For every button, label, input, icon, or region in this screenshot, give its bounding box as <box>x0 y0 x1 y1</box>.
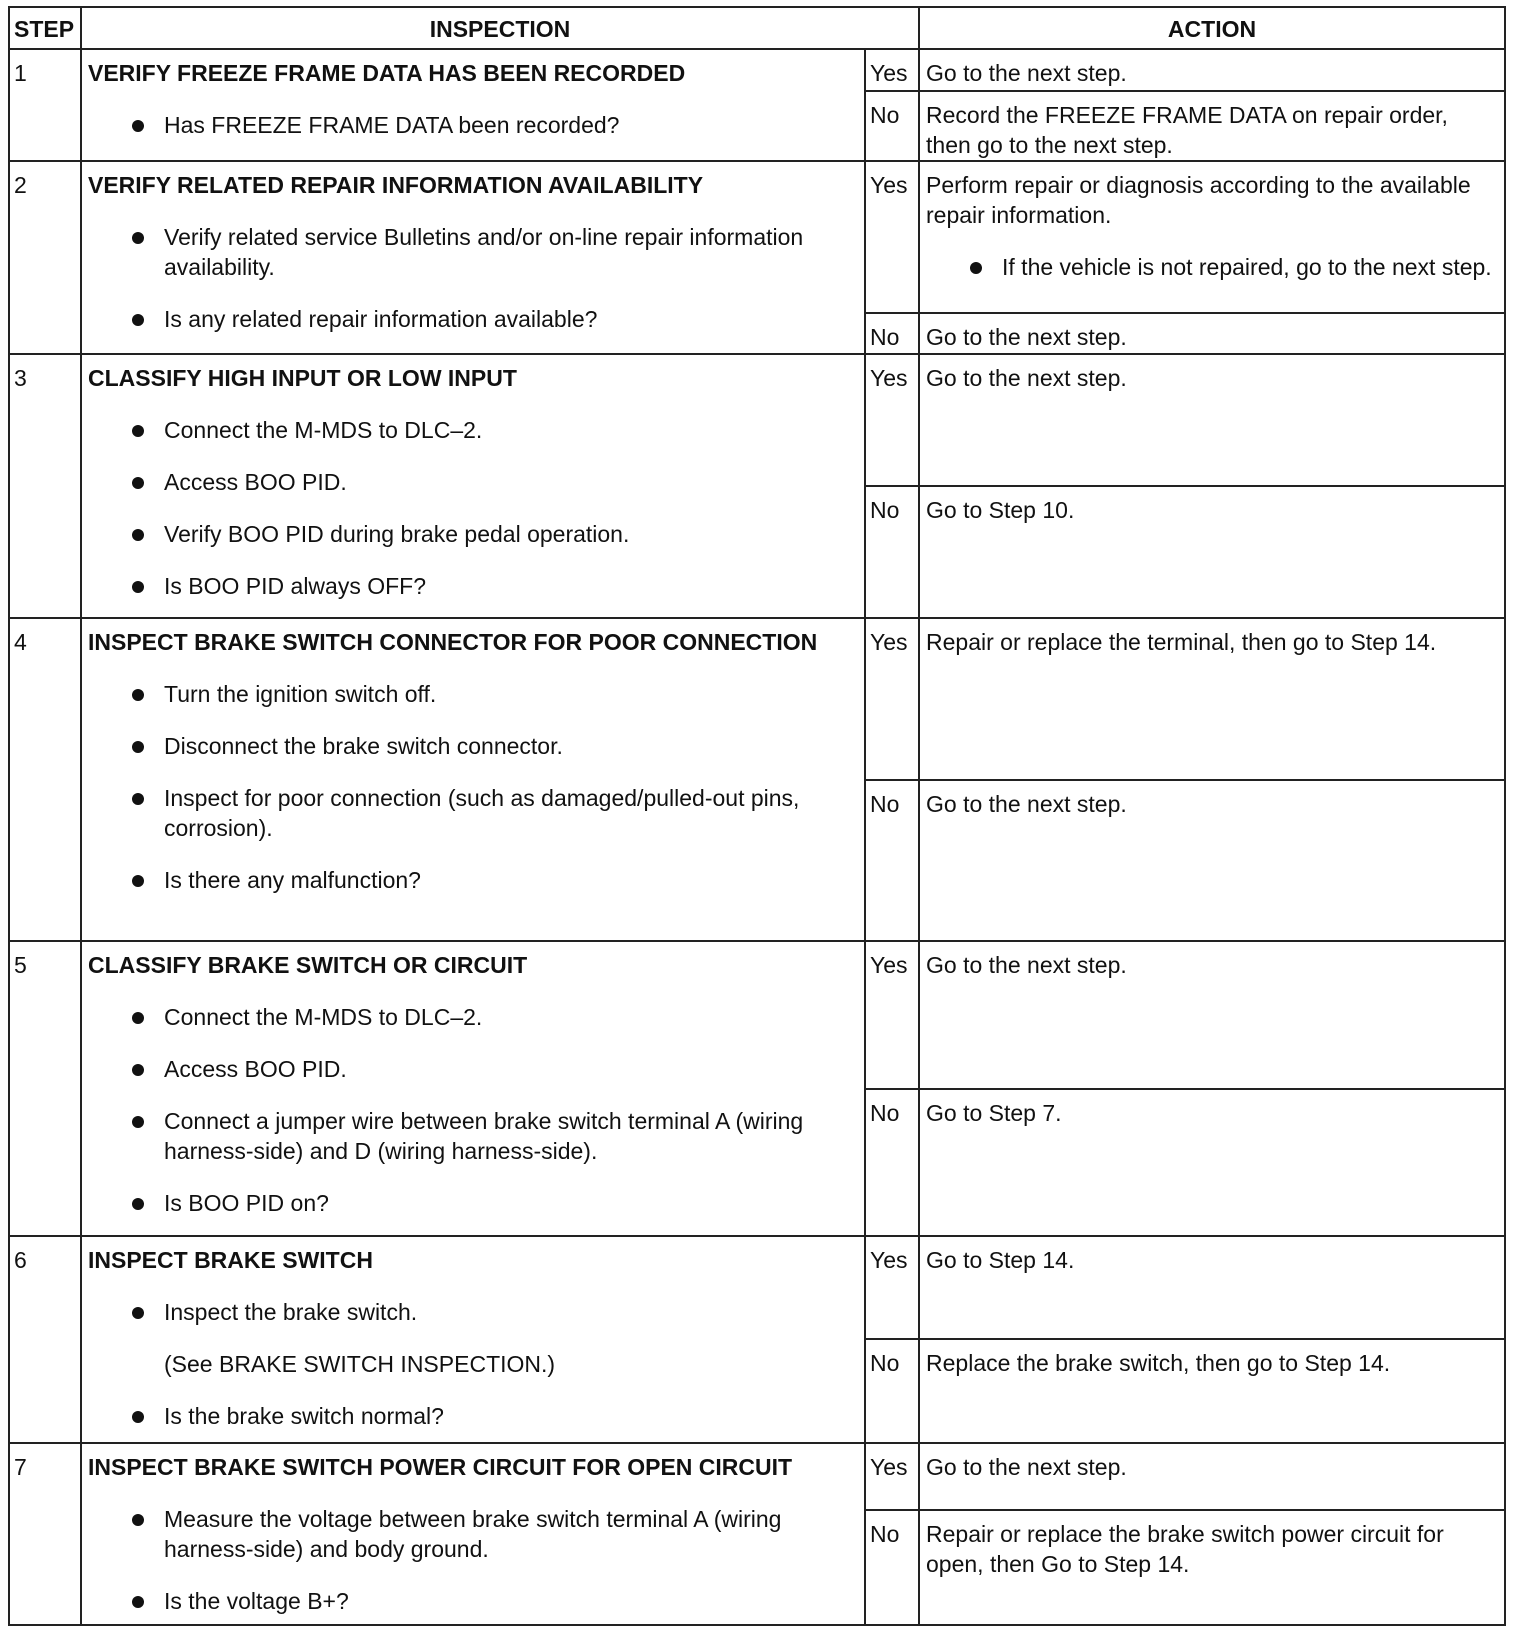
yes-label: Yes <box>865 941 919 1089</box>
no-label: No <box>865 1510 919 1625</box>
no-label: No <box>865 1339 919 1443</box>
no-action: Go to Step 10. <box>919 486 1505 618</box>
inspection-item: Is any related repair information available? <box>88 304 858 334</box>
yes-action-subitem: If the vehicle is not repaired, go to the next step. <box>926 252 1498 282</box>
inspection-item: Verify BOO PID during brake pedal operation. <box>88 519 858 549</box>
yes-action: Repair or replace the terminal, then go to Step 14. <box>919 618 1505 780</box>
step-number: 2 <box>9 161 81 354</box>
inspection-item: Connect the M-MDS to DLC–2. <box>88 415 858 445</box>
inspection-item: Is there any malfunction? <box>88 865 858 895</box>
inspection-cell <box>81 1443 865 1625</box>
no-action: Record the FREEZE FRAME DATA on repair order, then go to the next step. <box>919 91 1505 161</box>
table-row <box>9 49 1505 90</box>
inspection-item: Turn the ignition switch off. <box>88 679 858 709</box>
step-title: INSPECT BRAKE SWITCH CONNECTOR FOR POOR CONNECTION <box>88 628 818 655</box>
inspection-cell <box>81 354 865 618</box>
yes-action: Go to the next step. <box>919 941 1505 1089</box>
inspection-cell <box>81 941 865 1236</box>
yes-label: Yes <box>865 1236 919 1340</box>
yes-label: Yes <box>865 618 919 780</box>
inspection-item: Is the voltage B+? <box>88 1586 858 1616</box>
table-row <box>9 1236 1505 1340</box>
step-title: CLASSIFY BRAKE SWITCH OR CIRCUIT <box>88 951 528 978</box>
no-action: Replace the brake switch, then go to Step 14. <box>919 1339 1505 1443</box>
table-header-row <box>9 7 1505 49</box>
no-label: No <box>865 1089 919 1236</box>
step-title: INSPECT BRAKE SWITCH <box>88 1246 373 1273</box>
inspection-item: Is BOO PID on? <box>88 1188 858 1218</box>
yes-label: Yes <box>865 161 919 313</box>
inspection-item: Access BOO PID. <box>88 1054 858 1084</box>
no-label: No <box>865 486 919 618</box>
table-row <box>9 941 1505 1089</box>
table-row <box>9 618 1505 780</box>
yes-action: Go to the next step. <box>919 354 1505 486</box>
inspection-item: Connect the M-MDS to DLC–2. <box>88 1002 858 1032</box>
no-action: Go to the next step. <box>919 313 1505 354</box>
inspection-item: Inspect the brake switch. <box>88 1297 858 1327</box>
inspection-item: Measure the voltage between brake switch terminal A (wiring harness-side) and body ground. <box>88 1504 858 1564</box>
table-row <box>9 354 1505 486</box>
reference-note: (See BRAKE SWITCH INSPECTION.) <box>164 1350 556 1377</box>
step-title: INSPECT BRAKE SWITCH POWER CIRCUIT FOR OPEN CIRCUIT <box>88 1453 793 1480</box>
header-step: STEP <box>9 7 81 49</box>
step-number: 1 <box>9 49 81 161</box>
no-label: No <box>865 313 919 354</box>
inspection-item: Has FREEZE FRAME DATA been recorded? <box>88 110 858 140</box>
inspection-cell <box>81 161 865 354</box>
no-label: No <box>865 91 919 161</box>
inspection-cell <box>81 1236 865 1443</box>
no-action: Go to the next step. <box>919 780 1505 941</box>
header-action: ACTION <box>919 7 1505 49</box>
yes-action: Go to Step 14. <box>919 1236 1505 1340</box>
inspection-item: Is the brake switch normal? <box>88 1401 858 1431</box>
inspection-cell <box>81 618 865 941</box>
step-title: VERIFY RELATED REPAIR INFORMATION AVAILABILITY <box>88 171 704 198</box>
no-action: Go to Step 7. <box>919 1089 1505 1236</box>
step-number: 6 <box>9 1236 81 1443</box>
header-inspection: INSPECTION <box>81 7 919 49</box>
yes-action-text: Perform repair or diagnosis according to the available repair information. <box>926 171 1471 228</box>
no-action: Repair or replace the brake switch power circuit for open, then Go to Step 14. <box>919 1510 1505 1625</box>
inspection-item: Connect a jumper wire between brake switch terminal A (wiring harness-side) and D (wiring harness-side). <box>88 1106 858 1166</box>
table-row <box>9 161 1505 313</box>
diagnostic-table <box>8 6 1506 1626</box>
step-number: 4 <box>9 618 81 941</box>
yes-action <box>919 161 1505 313</box>
yes-label: Yes <box>865 49 919 90</box>
table-row <box>9 1443 1505 1510</box>
inspection-item: Disconnect the brake switch connector. <box>88 731 858 761</box>
no-label: No <box>865 780 919 941</box>
step-number: 3 <box>9 354 81 618</box>
step-title: CLASSIFY HIGH INPUT OR LOW INPUT <box>88 365 517 392</box>
yes-action: Go to the next step. <box>919 49 1505 90</box>
inspection-cell <box>81 49 865 161</box>
inspection-item: Access BOO PID. <box>88 467 858 497</box>
yes-label: Yes <box>865 354 919 486</box>
step-number: 7 <box>9 1443 81 1625</box>
inspection-item: Verify related service Bulletins and/or on-line repair information availability. <box>88 222 858 282</box>
yes-action: Go to the next step. <box>919 1443 1505 1510</box>
inspection-item: Is BOO PID always OFF? <box>88 571 858 601</box>
step-number: 5 <box>9 941 81 1236</box>
inspection-item: Inspect for poor connection (such as damaged/pulled-out pins, corrosion). <box>88 783 858 843</box>
yes-label: Yes <box>865 1443 919 1510</box>
step-title: VERIFY FREEZE FRAME DATA HAS BEEN RECORDED <box>88 60 686 87</box>
